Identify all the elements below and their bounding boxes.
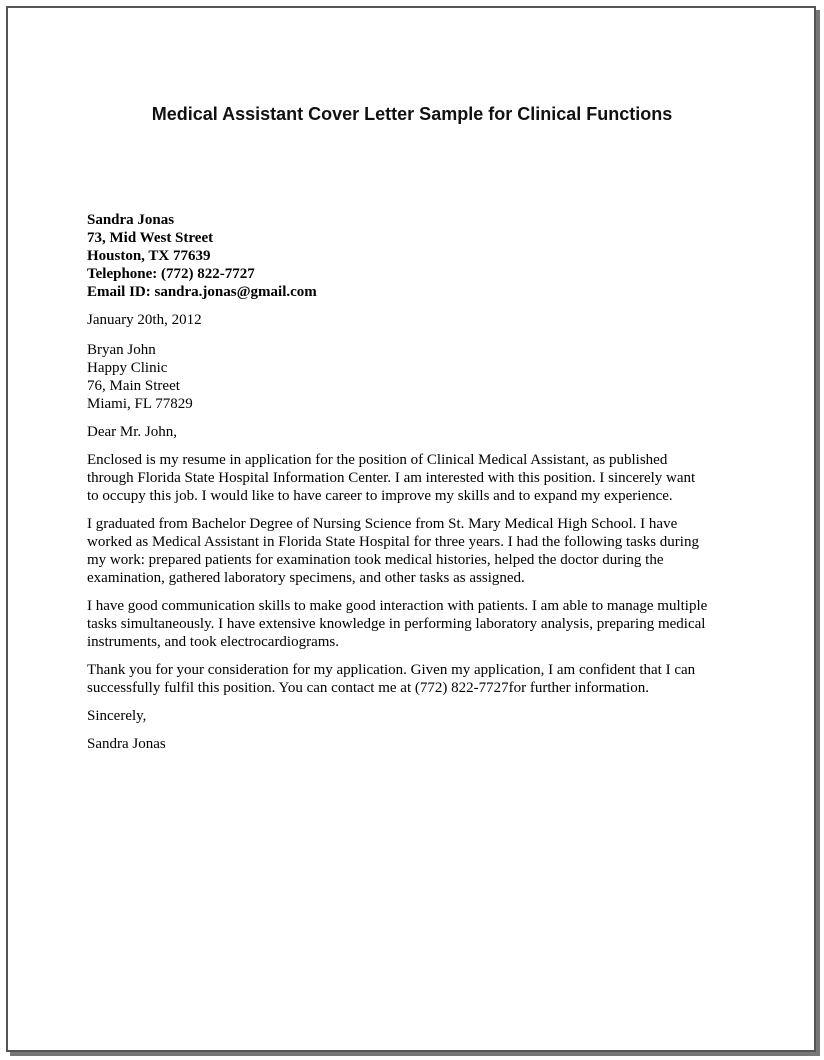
paragraph-line: instruments, and took electrocardiograms. xyxy=(87,634,340,650)
paragraph-line: tasks simultaneously. I have extensive knowledge in performing laboratory analysis, preparing medical xyxy=(87,616,706,632)
paragraph-line: successfully fulfil this position. You can contact me at (772) 822-7727for further information. xyxy=(87,680,649,696)
closing: Sincerely, xyxy=(87,708,147,724)
paragraph-line: Thank you for your consideration for my application. Given my application, I am confident that I can xyxy=(87,662,696,678)
paragraph-line: I have good communication skills to make good interaction with patients. I am able to manage multiple xyxy=(87,598,708,614)
paragraph-line: examination, gathered laboratory specimens, and other tasks as assigned. xyxy=(87,570,525,586)
paragraph-4 xyxy=(87,661,747,697)
recipient-city: Miami, FL 77829 xyxy=(87,396,193,412)
sender-telephone: Telephone: (772) 822-7727 xyxy=(87,266,255,282)
letter-date: January 20th, 2012 xyxy=(87,312,202,328)
salutation: Dear Mr. John, xyxy=(87,424,177,440)
paragraph-1 xyxy=(87,451,747,505)
paragraph-line: I graduated from Bachelor Degree of Nursing Science from St. Mary Medical High School. I have xyxy=(87,516,678,532)
paragraph-line: my work: prepared patients for examination took medical histories, helped the doctor during the xyxy=(87,552,664,568)
recipient-organization: Happy Clinic xyxy=(87,360,168,376)
paragraph-line: to occupy this job. I would like to have career to improve my skills and to expand my experience. xyxy=(87,488,673,504)
sender-name: Sandra Jonas xyxy=(87,212,175,228)
paragraph-3 xyxy=(87,597,747,651)
signature-name: Sandra Jonas xyxy=(87,736,166,752)
recipient-street: 76, Main Street xyxy=(87,378,180,394)
paragraph-line: Enclosed is my resume in application for the position of Clinical Medical Assistant, as published xyxy=(87,452,668,468)
paragraph-2 xyxy=(87,515,747,587)
recipient-address xyxy=(87,341,747,413)
sender-address xyxy=(87,211,747,301)
sender-street: 73, Mid West Street xyxy=(87,230,214,246)
page-title: Medical Assistant Cover Letter Sample for Clinical Functions xyxy=(151,104,673,124)
sender-email: Email ID: sandra.jonas@gmail.com xyxy=(87,284,317,300)
sender-city: Houston, TX 77639 xyxy=(87,248,211,264)
recipient-name: Bryan John xyxy=(87,342,156,358)
paragraph-line: worked as Medical Assistant in Florida State Hospital for three years. I had the following tasks during xyxy=(87,534,699,550)
letter-body xyxy=(87,211,747,753)
paragraph-line: through Florida State Hospital Information Center. I am interested with this position. I sincerely want xyxy=(87,470,696,486)
